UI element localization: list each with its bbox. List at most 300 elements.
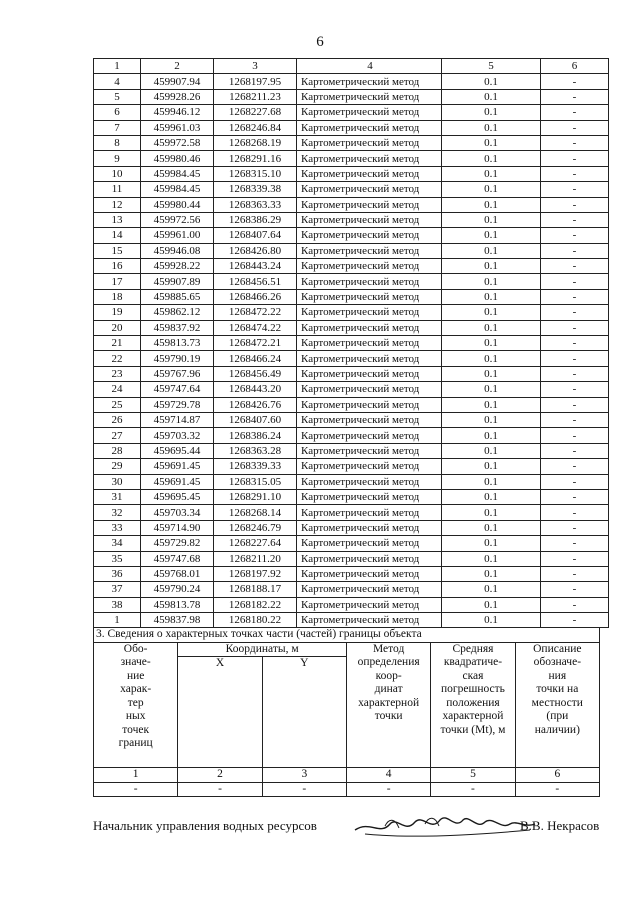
table-cell: 1268472.21	[214, 336, 297, 351]
table-cell: 34	[94, 536, 141, 551]
table-cell: -	[541, 489, 609, 504]
table-cell: 1268443.24	[214, 259, 297, 274]
point-label-header	[94, 642, 178, 768]
table-cell: 0.1	[442, 443, 541, 458]
table-cell: 0.1	[442, 320, 541, 335]
header-cell: 3	[214, 59, 297, 74]
table-cell: 459972.58	[141, 135, 214, 150]
table-row	[94, 613, 609, 628]
table-cell: 1268291.10	[214, 489, 297, 504]
table-cell: 1268182.22	[214, 597, 297, 612]
header-line: Обо-	[123, 642, 148, 655]
header-line: значе-	[120, 656, 151, 668]
table-row	[94, 89, 609, 104]
table-cell: 459928.26	[141, 89, 214, 104]
table-cell: 38	[94, 597, 141, 612]
table-cell: -	[541, 505, 609, 520]
header-cell: 5	[442, 59, 541, 74]
table-cell: 31	[94, 489, 141, 504]
table-cell: 1268211.20	[214, 551, 297, 566]
header-cell: 4	[297, 59, 442, 74]
table-cell: 459747.64	[141, 382, 214, 397]
table-row	[94, 120, 609, 135]
header-line: точки на	[536, 683, 579, 695]
table-row	[94, 259, 609, 274]
table-row	[94, 536, 609, 551]
header-line: (при	[546, 710, 569, 722]
table-cell: 21	[94, 336, 141, 351]
table-cell: 9	[94, 151, 141, 166]
table-cell: 0.1	[442, 351, 541, 366]
table-cell: Картометрический метод	[297, 382, 442, 397]
table-cell: Картометрический метод	[297, 105, 442, 120]
table-cell: 1268407.64	[214, 228, 297, 243]
table-cell: 1268291.16	[214, 151, 297, 166]
table-cell: 1268268.19	[214, 135, 297, 150]
table-cell: 1268466.26	[214, 289, 297, 304]
table-cell: -	[541, 336, 609, 351]
table-cell: 0.1	[442, 289, 541, 304]
table-cell: 459691.45	[141, 459, 214, 474]
header-line: точки (Mt), м	[440, 723, 506, 736]
table-cell: Картометрический метод	[297, 505, 442, 520]
position-title: Начальник управления водных ресурсов	[93, 818, 317, 833]
table-cell: Картометрический метод	[297, 320, 442, 335]
table-cell: 1268246.84	[214, 120, 297, 135]
table-cell: 0.1	[442, 428, 541, 443]
table-cell: 0.1	[442, 151, 541, 166]
table-cell: 10	[94, 166, 141, 181]
table-cell: 1268268.14	[214, 505, 297, 520]
table-row	[94, 228, 609, 243]
header-line: ская	[462, 669, 484, 682]
table-cell: 1268339.33	[214, 459, 297, 474]
table-header-row	[94, 59, 609, 74]
table-cell: 459984.45	[141, 182, 214, 197]
header-line: ния	[548, 669, 567, 682]
table-cell: 1268227.64	[214, 536, 297, 551]
table-cell: 4	[94, 74, 141, 89]
table-row	[94, 336, 609, 351]
table-cell: 459885.65	[141, 289, 214, 304]
table-cell: -	[541, 289, 609, 304]
coords-header: Координаты, м	[178, 642, 347, 657]
table-row	[94, 474, 609, 489]
table-row	[94, 105, 609, 120]
table-cell: -	[541, 613, 609, 628]
value-cell: -	[178, 782, 262, 797]
table-cell: 1	[94, 613, 141, 628]
table-cell: 1268363.33	[214, 197, 297, 212]
table-cell: 459961.03	[141, 120, 214, 135]
table-row	[94, 397, 609, 412]
error-header	[431, 642, 515, 768]
page-number: 6	[316, 34, 324, 50]
section3-number-row	[94, 768, 600, 783]
y-header: Y	[262, 657, 346, 768]
table-row	[94, 320, 609, 335]
method-header	[346, 642, 430, 768]
table-cell: 1268315.05	[214, 474, 297, 489]
table-cell: 0.1	[442, 520, 541, 535]
table-row	[94, 182, 609, 197]
table-cell: 459907.89	[141, 274, 214, 289]
table-row	[94, 551, 609, 566]
value-cell: -	[431, 782, 515, 797]
table-cell: -	[541, 182, 609, 197]
table-cell: 1268456.49	[214, 366, 297, 381]
header-line: границ	[118, 737, 153, 749]
table-cell: 0.1	[442, 474, 541, 489]
table-row	[94, 597, 609, 612]
table-cell: 0.1	[442, 274, 541, 289]
table-cell: 1268386.29	[214, 212, 297, 227]
table-row	[94, 197, 609, 212]
table-cell: -	[541, 428, 609, 443]
table-cell: 1268426.76	[214, 397, 297, 412]
table-cell: 15	[94, 243, 141, 258]
table-row	[94, 305, 609, 320]
section3-title: 3. Сведения о характерных точках части (частей) границы объекта	[94, 628, 600, 643]
table-cell: Картометрический метод	[297, 597, 442, 612]
table-cell: 459984.45	[141, 166, 214, 181]
table-cell: 459961.00	[141, 228, 214, 243]
table-row	[94, 166, 609, 181]
table-cell: Картометрический метод	[297, 336, 442, 351]
table-cell: 0.1	[442, 89, 541, 104]
table-cell: 0.1	[442, 105, 541, 120]
table-cell: 1268197.95	[214, 74, 297, 89]
table-cell: 459703.32	[141, 428, 214, 443]
table-cell: 1268443.20	[214, 382, 297, 397]
coordinates-table	[93, 58, 609, 628]
table-cell: 5	[94, 89, 141, 104]
table-cell: 0.1	[442, 135, 541, 150]
header-line: тер	[127, 696, 144, 709]
table-cell: 0.1	[442, 120, 541, 135]
table-cell: -	[541, 89, 609, 104]
table-cell: 20	[94, 320, 141, 335]
point-label-lines	[96, 643, 175, 751]
table-cell: Картометрический метод	[297, 566, 442, 581]
table-cell: 1268426.80	[214, 243, 297, 258]
table-cell: 24	[94, 382, 141, 397]
table-cell: 1268386.24	[214, 428, 297, 443]
table-cell: -	[541, 412, 609, 427]
table-cell: -	[541, 320, 609, 335]
table-cell: 1268466.24	[214, 351, 297, 366]
header-cell: 1	[94, 59, 141, 74]
header-line: характерной точки	[358, 696, 420, 722]
table-cell: -	[541, 305, 609, 320]
table-cell: -	[541, 197, 609, 212]
table-cell: 0.1	[442, 182, 541, 197]
table-cell: -	[541, 582, 609, 597]
table-row	[94, 274, 609, 289]
table-cell: Картометрический метод	[297, 366, 442, 381]
table-cell: Картометрический метод	[297, 182, 442, 197]
header-line: наличии)	[534, 723, 580, 736]
table-cell: 0.1	[442, 397, 541, 412]
table-cell: -	[541, 443, 609, 458]
table-cell: Картометрический метод	[297, 428, 442, 443]
table-cell: 7	[94, 120, 141, 135]
table-cell: -	[541, 259, 609, 274]
table-cell: 32	[94, 505, 141, 520]
table-cell: 459837.98	[141, 613, 214, 628]
table-cell: 0.1	[442, 536, 541, 551]
table-cell: 459813.78	[141, 597, 214, 612]
table-cell: -	[541, 520, 609, 535]
table-cell: 0.1	[442, 166, 541, 181]
table-cell: -	[541, 474, 609, 489]
table-cell: 1268472.22	[214, 305, 297, 320]
table-row	[94, 505, 609, 520]
table-cell: 1268315.10	[214, 166, 297, 181]
table-row	[94, 443, 609, 458]
table-row	[94, 74, 609, 89]
table-cell: 27	[94, 428, 141, 443]
table-cell: 459691.45	[141, 474, 214, 489]
header-line: местности	[531, 696, 583, 709]
table-cell: -	[541, 166, 609, 181]
table-cell: 0.1	[442, 551, 541, 566]
table-cell: 22	[94, 351, 141, 366]
table-cell: 0.1	[442, 505, 541, 520]
table-cell: 459946.12	[141, 105, 214, 120]
table-cell: 459980.44	[141, 197, 214, 212]
table-cell: -	[541, 74, 609, 89]
table-cell: 19	[94, 305, 141, 320]
table-cell: 0.1	[442, 336, 541, 351]
table-cell: 0.1	[442, 382, 541, 397]
table-cell: -	[541, 274, 609, 289]
table-cell: 6	[94, 105, 141, 120]
table-cell: 37	[94, 582, 141, 597]
table-cell: 459790.19	[141, 351, 214, 366]
table-cell: 1268407.60	[214, 412, 297, 427]
table-cell: 0.1	[442, 459, 541, 474]
header-line: ние	[126, 669, 145, 682]
table-cell: Картометрический метод	[297, 135, 442, 150]
table-cell: 26	[94, 412, 141, 427]
header-cell: 2	[141, 59, 214, 74]
number-cell: 2	[178, 768, 262, 783]
table-cell: 459729.78	[141, 397, 214, 412]
table-cell: 459767.96	[141, 366, 214, 381]
table-cell: -	[541, 151, 609, 166]
table-cell: 23	[94, 366, 141, 381]
table-cell: 18	[94, 289, 141, 304]
table-cell: -	[541, 120, 609, 135]
table-cell: 459703.34	[141, 505, 214, 520]
table-cell: 459695.44	[141, 443, 214, 458]
table-cell: 1268363.28	[214, 443, 297, 458]
table-row	[94, 243, 609, 258]
table-cell: -	[541, 551, 609, 566]
table-row	[94, 366, 609, 381]
table-cell: 0.1	[442, 597, 541, 612]
table-cell: Картометрический метод	[297, 120, 442, 135]
table-row	[94, 428, 609, 443]
table-cell: 14	[94, 228, 141, 243]
table-cell: 1268188.17	[214, 582, 297, 597]
table-cell: 0.1	[442, 489, 541, 504]
table-cell: Картометрический метод	[297, 474, 442, 489]
table-row	[94, 382, 609, 397]
value-cell: -	[346, 782, 430, 797]
table-cell: 0.1	[442, 74, 541, 89]
table-row	[94, 135, 609, 150]
table-row	[94, 459, 609, 474]
table-cell: -	[541, 566, 609, 581]
table-cell: -	[541, 536, 609, 551]
table-cell: 459972.56	[141, 212, 214, 227]
table-cell: Картометрический метод	[297, 520, 442, 535]
table-cell: 13	[94, 212, 141, 227]
header-line: положения	[446, 696, 500, 709]
table-cell: 1268474.22	[214, 320, 297, 335]
section3-value-row	[94, 782, 600, 797]
table-row	[94, 582, 609, 597]
table-cell: 11	[94, 182, 141, 197]
table-cell: Картометрический метод	[297, 274, 442, 289]
header-line: Метод определения коор-	[357, 642, 420, 682]
table-row	[94, 520, 609, 535]
table-cell: 0.1	[442, 412, 541, 427]
table-cell: Картометрический метод	[297, 197, 442, 212]
section3-table	[93, 627, 600, 797]
header-line: характерной	[442, 710, 504, 722]
x-header: X	[178, 657, 262, 768]
table-cell: 33	[94, 520, 141, 535]
table-cell: Картометрический метод	[297, 459, 442, 474]
table-cell: Картометрический метод	[297, 243, 442, 258]
table-cell: Картометрический метод	[297, 89, 442, 104]
table-cell: 1268339.38	[214, 182, 297, 197]
table-cell: 30	[94, 474, 141, 489]
table-cell: Картометрический метод	[297, 412, 442, 427]
table-cell: Картометрический метод	[297, 74, 442, 89]
table-cell: 0.1	[442, 613, 541, 628]
table-cell: Картометрический метод	[297, 443, 442, 458]
header-cell: 6	[541, 59, 609, 74]
table-cell: Картометрический метод	[297, 489, 442, 504]
description-header	[515, 642, 599, 768]
table-cell: 1268211.23	[214, 89, 297, 104]
table-cell: Картометрический метод	[297, 212, 442, 227]
header-line: погрешность	[441, 683, 505, 695]
table-cell: -	[541, 105, 609, 120]
table-cell: -	[541, 597, 609, 612]
table-cell: -	[541, 243, 609, 258]
table-cell: 459907.94	[141, 74, 214, 89]
table-cell: 0.1	[442, 305, 541, 320]
header-line: Средняя	[452, 642, 494, 655]
table-cell: -	[541, 459, 609, 474]
table-cell: 0.1	[442, 228, 541, 243]
header-line: харак-	[120, 683, 152, 695]
table-cell: 459837.92	[141, 320, 214, 335]
table-cell: 459946.08	[141, 243, 214, 258]
table-row	[94, 212, 609, 227]
number-cell: 1	[94, 768, 178, 783]
table-cell: 459747.68	[141, 551, 214, 566]
header-line: обозначе-	[533, 656, 582, 668]
table-row	[94, 412, 609, 427]
table-row	[94, 566, 609, 581]
table-cell: -	[541, 351, 609, 366]
table-cell: -	[541, 212, 609, 227]
table-cell: 1268227.68	[214, 105, 297, 120]
table-row	[94, 489, 609, 504]
table-cell: 0.1	[442, 366, 541, 381]
table-cell: 459862.12	[141, 305, 214, 320]
table-cell: 17	[94, 274, 141, 289]
table-cell: Картометрический метод	[297, 259, 442, 274]
table-cell: 459790.24	[141, 582, 214, 597]
table-row	[94, 289, 609, 304]
table-cell: Картометрический метод	[297, 305, 442, 320]
table-cell: Картометрический метод	[297, 397, 442, 412]
table-cell: 459729.82	[141, 536, 214, 551]
table-row	[94, 351, 609, 366]
table-cell: -	[541, 382, 609, 397]
header-line: ных	[125, 710, 146, 722]
number-cell: 6	[515, 768, 599, 783]
table-cell: 459928.22	[141, 259, 214, 274]
table-cell: 0.1	[442, 197, 541, 212]
table-cell: 12	[94, 197, 141, 212]
table-cell: 459980.46	[141, 151, 214, 166]
table-cell: Картометрический метод	[297, 613, 442, 628]
table-cell: -	[541, 228, 609, 243]
header-line: точек	[122, 723, 150, 736]
table-cell: 1268456.51	[214, 274, 297, 289]
table-cell: 29	[94, 459, 141, 474]
table-cell: 0.1	[442, 566, 541, 581]
table-cell: 36	[94, 566, 141, 581]
table-cell: 459714.87	[141, 412, 214, 427]
table-cell: 25	[94, 397, 141, 412]
number-cell: 4	[346, 768, 430, 783]
table-cell: 0.1	[442, 582, 541, 597]
table-cell: 459714.90	[141, 520, 214, 535]
signer-name: В.В. Некрасов	[520, 818, 600, 833]
signature	[345, 806, 545, 846]
header-line: квадратиче-	[443, 656, 503, 668]
table-cell: Картометрический метод	[297, 351, 442, 366]
number-cell: 3	[262, 768, 346, 783]
table-cell: Картометрический метод	[297, 228, 442, 243]
table-cell: 16	[94, 259, 141, 274]
table-cell: 35	[94, 551, 141, 566]
value-cell: -	[515, 782, 599, 797]
table-cell: -	[541, 135, 609, 150]
header-line: Описание	[533, 642, 582, 655]
header-line: динат	[374, 683, 403, 695]
value-cell: -	[262, 782, 346, 797]
table-cell: Картометрический метод	[297, 551, 442, 566]
table-cell: Картометрический метод	[297, 166, 442, 181]
table-cell: Картометрический метод	[297, 536, 442, 551]
table-cell: Картометрический метод	[297, 289, 442, 304]
table-cell: -	[541, 397, 609, 412]
table-cell: -	[541, 366, 609, 381]
table-cell: 1268246.79	[214, 520, 297, 535]
table-cell: 459695.45	[141, 489, 214, 504]
table-cell: 28	[94, 443, 141, 458]
